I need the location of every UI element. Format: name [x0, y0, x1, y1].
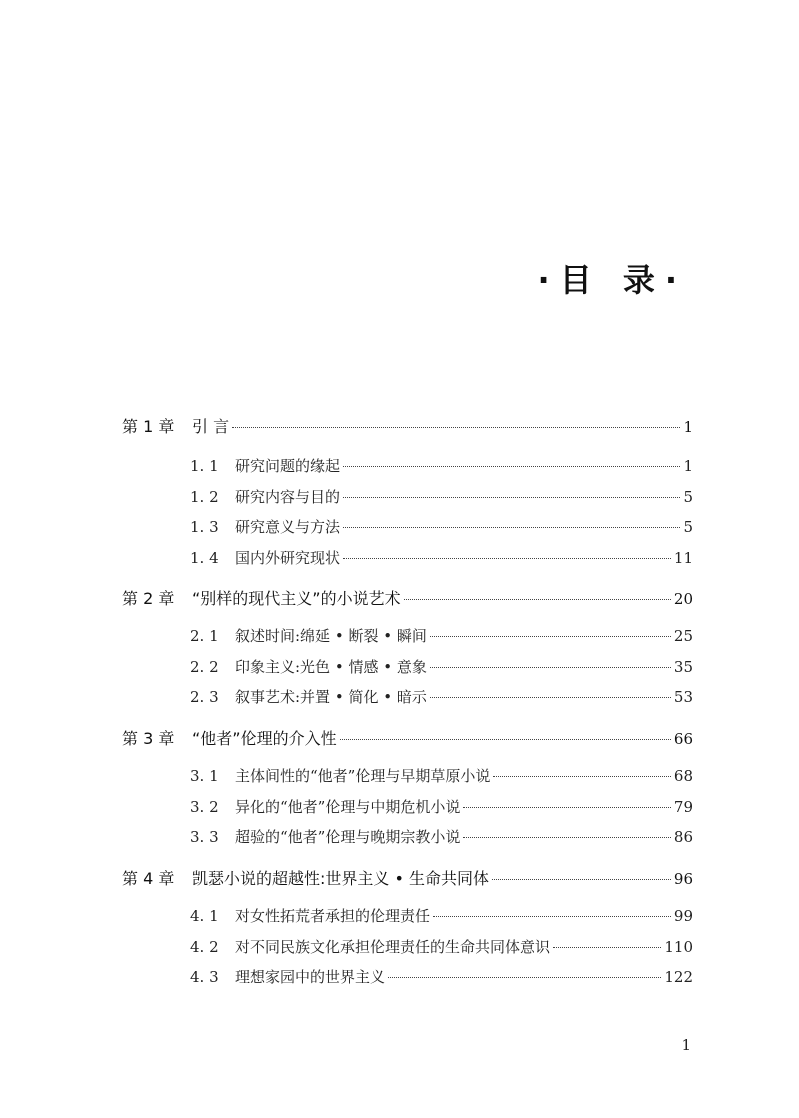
toc-section-entry[interactable] — [190, 765, 693, 789]
dot-leader — [343, 557, 671, 559]
toc-section-entry[interactable] — [190, 936, 693, 960]
toc-entry-title: 研究问题的缘起 — [235, 457, 341, 475]
dot-leader — [433, 915, 671, 917]
toc-entry-number: 第 4 章 — [122, 869, 175, 888]
toc-entry-page: 20 — [673, 590, 693, 608]
toc-entry-title: 国内外研究现状 — [235, 549, 341, 567]
dot-leader — [343, 526, 680, 528]
toc-entry-title: 凯瑟小说的超越性:世界主义 • 生命共同体 — [192, 869, 490, 888]
toc-entry-number: 1. 4 — [190, 549, 219, 567]
toc-chapter-entry[interactable] — [122, 866, 693, 890]
page-title: ·目 录· — [537, 261, 687, 299]
toc-entry-page: 53 — [673, 688, 693, 706]
toc-entry-title: 理想家园中的世界主义 — [235, 968, 386, 986]
toc-entry-title: 叙事艺术:并置 • 简化 • 暗示 — [235, 688, 427, 706]
toc-entry-number: 2. 2 — [190, 658, 219, 676]
toc-entry-page: 110 — [664, 938, 693, 956]
dot-leader — [232, 426, 680, 428]
toc-entry-title: 主体间性的“他者”伦理与早期草原小说 — [235, 767, 491, 785]
dot-leader — [388, 976, 661, 978]
toc-entry-title: 引 言 — [192, 417, 230, 436]
toc-entry-number: 4. 1 — [190, 907, 219, 925]
page-number: 1 — [681, 1036, 691, 1054]
toc-chapter-entry[interactable] — [122, 414, 693, 438]
toc-entry-title: 印象主义:光色 • 情感 • 意象 — [235, 658, 427, 676]
toc-section-entry[interactable] — [190, 516, 693, 540]
toc-entry-number: 4. 2 — [190, 938, 219, 956]
toc-entry-number: 3. 1 — [190, 767, 219, 785]
toc-section-entry[interactable] — [190, 656, 693, 680]
toc-entry-title: “他者”伦理的介入性 — [192, 729, 337, 748]
dot-leader — [493, 775, 671, 777]
toc-section-entry[interactable] — [190, 905, 693, 929]
toc-entry-number: 1. 3 — [190, 518, 219, 536]
toc-entry-title: 超验的“他者”伦理与晚期宗教小说 — [235, 828, 461, 846]
dot-leader — [463, 836, 671, 838]
dot-leader — [492, 878, 671, 880]
toc-entry-title: 对女性拓荒者承担的伦理责任 — [235, 907, 431, 925]
toc-entry-number: 2. 1 — [190, 627, 219, 645]
toc-entry-page: 5 — [683, 518, 693, 536]
toc-entry-page: 1 — [683, 457, 693, 475]
toc-entry-number: 3. 3 — [190, 828, 219, 846]
toc-entry-number: 第 1 章 — [122, 417, 175, 436]
toc-section-entry[interactable] — [190, 686, 693, 710]
dot-leader — [340, 738, 671, 740]
dot-leader — [463, 806, 671, 808]
toc-entry-page: 1 — [683, 418, 693, 436]
toc-entry-page: 96 — [673, 870, 693, 888]
toc-entry-title: “别样的现代主义”的小说艺术 — [192, 589, 401, 608]
toc-entry-page: 25 — [673, 627, 693, 645]
toc-section-entry[interactable] — [190, 966, 693, 990]
dot-leader — [430, 635, 671, 637]
toc-entry-page: 35 — [673, 658, 693, 676]
toc-section-entry[interactable] — [190, 455, 693, 479]
toc-entry-title: 叙述时间:绵延 • 断裂 • 瞬间 — [235, 627, 427, 645]
toc-entry-number: 4. 3 — [190, 968, 219, 986]
toc-entry-title: 异化的“他者”伦理与中期危机小说 — [235, 798, 461, 816]
dot-leader — [343, 496, 680, 498]
toc-entry-page: 11 — [673, 549, 693, 567]
toc-section-entry[interactable] — [190, 547, 693, 571]
toc-entry-page: 99 — [673, 907, 693, 925]
dot-leader — [430, 666, 671, 668]
toc-entry-title: 对不同民族文化承担伦理责任的生命共同体意识 — [235, 938, 551, 956]
toc-entry-number: 第 3 章 — [122, 729, 175, 748]
toc-entry-page: 79 — [673, 798, 693, 816]
toc-section-entry[interactable] — [190, 486, 693, 510]
toc-entry-number: 1. 1 — [190, 457, 219, 475]
toc-entry-number: 1. 2 — [190, 488, 219, 506]
toc-entry-number: 3. 2 — [190, 798, 219, 816]
dot-leader — [343, 465, 680, 467]
dot-leader — [430, 696, 671, 698]
dot-leader — [553, 946, 661, 948]
dot-leader — [404, 598, 671, 600]
toc-entry-number: 2. 3 — [190, 688, 219, 706]
toc-entry-title: 研究内容与目的 — [235, 488, 341, 506]
toc-section-entry[interactable] — [190, 796, 693, 820]
toc-entry-number: 第 2 章 — [122, 589, 175, 608]
toc-chapter-entry[interactable] — [122, 726, 693, 750]
toc-entry-title: 研究意义与方法 — [235, 518, 341, 536]
toc-section-entry[interactable] — [190, 625, 693, 649]
toc-entry-page: 66 — [673, 730, 693, 748]
toc-entry-page: 5 — [683, 488, 693, 506]
toc-entry-page: 86 — [673, 828, 693, 846]
toc-section-entry[interactable] — [190, 826, 693, 850]
toc-chapter-entry[interactable] — [122, 586, 693, 610]
toc-entry-page: 122 — [664, 968, 693, 986]
toc-entry-page: 68 — [673, 767, 693, 785]
